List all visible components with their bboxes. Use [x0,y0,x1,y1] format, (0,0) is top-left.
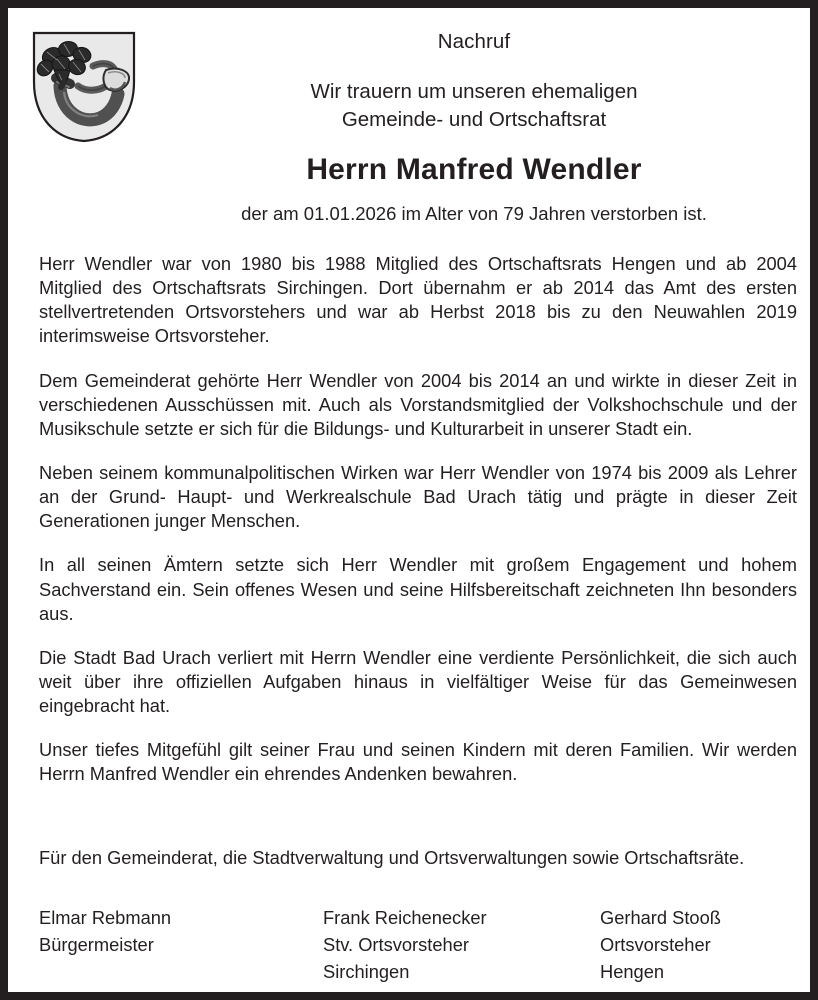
kicker-text: Nachruf [437,30,511,53]
signatory-place: Sirchingen [323,961,410,983]
signature-column [600,904,797,985]
signatory-name: Frank Reichenecker [323,907,487,928]
signatory-title: Bürgermeister [39,934,154,956]
body-paragraph: Unser tiefes Mitgefühl gilt seiner Frau und seinen Kindern mit deren Familien. Wir werden Herrn Manfred Wendler ein ehrendes Andenken bewahren. [39,739,797,785]
notice-inner [8,8,810,992]
signature-column [323,904,600,985]
body-paragraph: Herr Wendler war von 1980 bis 1988 Mitglied des Ortschaftsrats Hengen und ab 2004 Mitglied des Ortschaftsrats Sirchingen. Dort übernahm er ab 2014 das Amt des ersten stellvertretenden Ortsvorstehers und war ab Herbst 2018 bis zu den Neuwahlen 2019 interimsweise Ortsvorsteher. [39,253,797,347]
signatory-title: Ortsvorsteher [600,934,711,956]
closing-line: Für den Gemeinderat, die Stadtverwaltung und Ortsverwaltungen sowie Ortschaftsräte. [39,847,745,868]
notice-body [39,252,797,787]
signatory-name: Elmar Rebmann [39,907,172,928]
body-paragraph: In all seinen Ämtern setzte sich Herr Wendler mit großem Engagement und hohem Sachverstand ein. Sein offenes Wesen und seine Hilfsbereitschaft zeichneten Ihn besonders aus. [39,554,797,624]
lede-line-2: Gemeinde- und Ortschaftsrat [341,107,607,131]
lede-line-1: Wir trauern um unseren ehemaligen [310,79,638,103]
death-details: der am 01.01.2026 im Alter von 79 Jahren verstorben ist. [241,203,707,225]
signatory-place: Hengen [600,961,665,983]
body-paragraph: Neben seinem kommunalpolitischen Wirken war Herr Wendler von 1974 bis 2009 als Lehrer an der Grund- Haupt- und Werkrealschule Bad Urach tätig und prägte in dieser Zeit Generationen junger Menschen. [39,461,797,532]
lede-text [158,78,790,135]
signature-block [39,904,797,985]
signatory-title: Stv. Ortsvorsteher [323,934,469,956]
signature-column [39,904,323,985]
body-paragraph: Dem Gemeinderat gehörte Herr Wendler von 2004 bis 2014 an und wirkte in dieser Zeit in verschiedenen Ausschüssen mit. Auch als Vorstandsmitglied der Volkshochschule und der Musikschule setzte er sich für die Bildungs- und Kulturarbeit in unserer Stadt ein. [39,369,797,439]
deceased-name: Herrn Manfred Wendler [306,153,642,187]
body-paragraph: Die Stadt Bad Urach verliert mit Herrn Wendler eine verdiente Persönlichkeit, die sich auch weit über ihre offiziellen Aufgaben hinaus in vielfältiger Weise für das Gemeinwesen eingebracht hat. [39,646,797,717]
signatory-name: Gerhard Stooß [600,907,721,928]
notice-header [158,30,790,225]
coat-of-arms-icon [30,30,142,144]
